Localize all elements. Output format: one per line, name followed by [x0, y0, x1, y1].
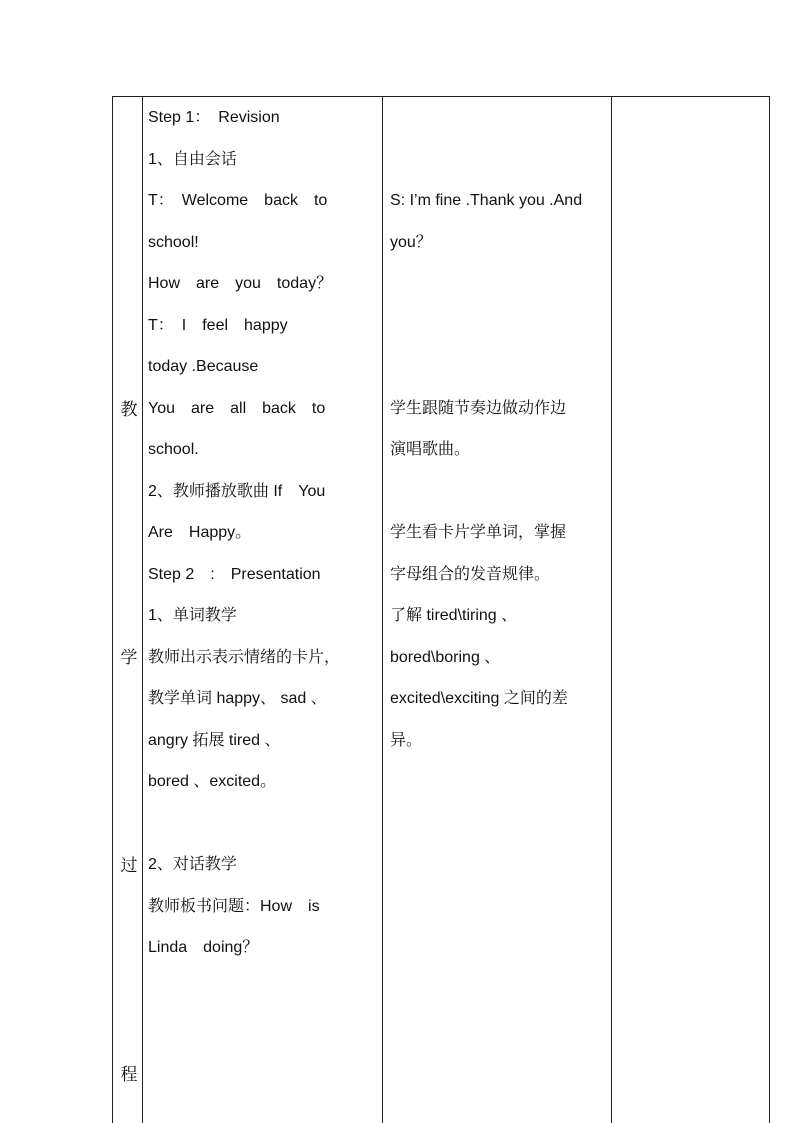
teacher-activity-line: You are all back to: [148, 399, 326, 417]
teacher-activity-line: school.: [148, 441, 199, 458]
student-activity-line: excited\exciting 之间的差: [390, 690, 568, 707]
teacher-activity-line: How are you today？: [148, 275, 333, 292]
table-divider-3: [611, 96, 612, 1123]
teacher-activity-line: 教学单词 happy、 sad 、: [148, 690, 327, 707]
table-top-border: [112, 96, 770, 97]
teacher-activity-line: 1、自由会话: [148, 150, 237, 168]
table-left-border: [112, 96, 113, 1123]
teacher-activity-line: school!: [148, 233, 199, 251]
student-activity-line: 了解 tired\tiring 、: [390, 607, 518, 624]
table-divider-1: [142, 96, 143, 1123]
teacher-activity-line: 1、单词教学: [148, 607, 237, 624]
student-activity-line: 学生跟随节奏边做动作边: [390, 399, 567, 417]
teacher-activity-line: bored 、excited。: [148, 773, 277, 790]
teacher-activity-line: 2、教师播放歌曲 If You: [148, 482, 326, 500]
student-activity-line: bored\boring 、: [390, 648, 501, 666]
teacher-activity-line: T： Welcome back to: [148, 192, 328, 209]
teacher-activity-line: angry 拓展 tired 、: [148, 731, 281, 749]
teacher-activity-line: T： I feel happy: [148, 316, 288, 334]
student-activity-line: 演唱歌曲。: [390, 441, 471, 458]
teacher-activity-line: Linda doing？: [148, 939, 259, 956]
process-label-char: 过: [120, 856, 138, 875]
student-activity-line: you？: [390, 233, 432, 251]
student-activity-line: 学生看卡片学单词，掌握: [390, 524, 567, 541]
process-label-char: 教: [120, 400, 138, 419]
teacher-activity-line: Step 2 : Presentation: [148, 565, 321, 583]
student-activity-line: S: I’m fine .Thank you .And: [390, 192, 583, 209]
process-label-char: 学: [120, 648, 138, 667]
teacher-activity-line: Are Happy。: [148, 524, 252, 541]
teacher-activity-line: 教师板书问题：How is: [148, 897, 320, 915]
teacher-activity-line: 教师出示表示情绪的卡片，: [148, 648, 341, 666]
table-divider-2: [382, 96, 383, 1123]
teacher-activity-line: today .Because: [148, 358, 259, 375]
process-label-char: 程: [120, 1065, 138, 1084]
student-activity-line: 异。: [390, 731, 423, 749]
teacher-activity-line: Step 1： Revision: [148, 109, 280, 126]
teacher-activity-line: 2、对话教学: [148, 856, 237, 873]
table-right-border: [769, 96, 770, 1123]
student-activity-line: 字母组合的发音规律。: [390, 565, 551, 583]
